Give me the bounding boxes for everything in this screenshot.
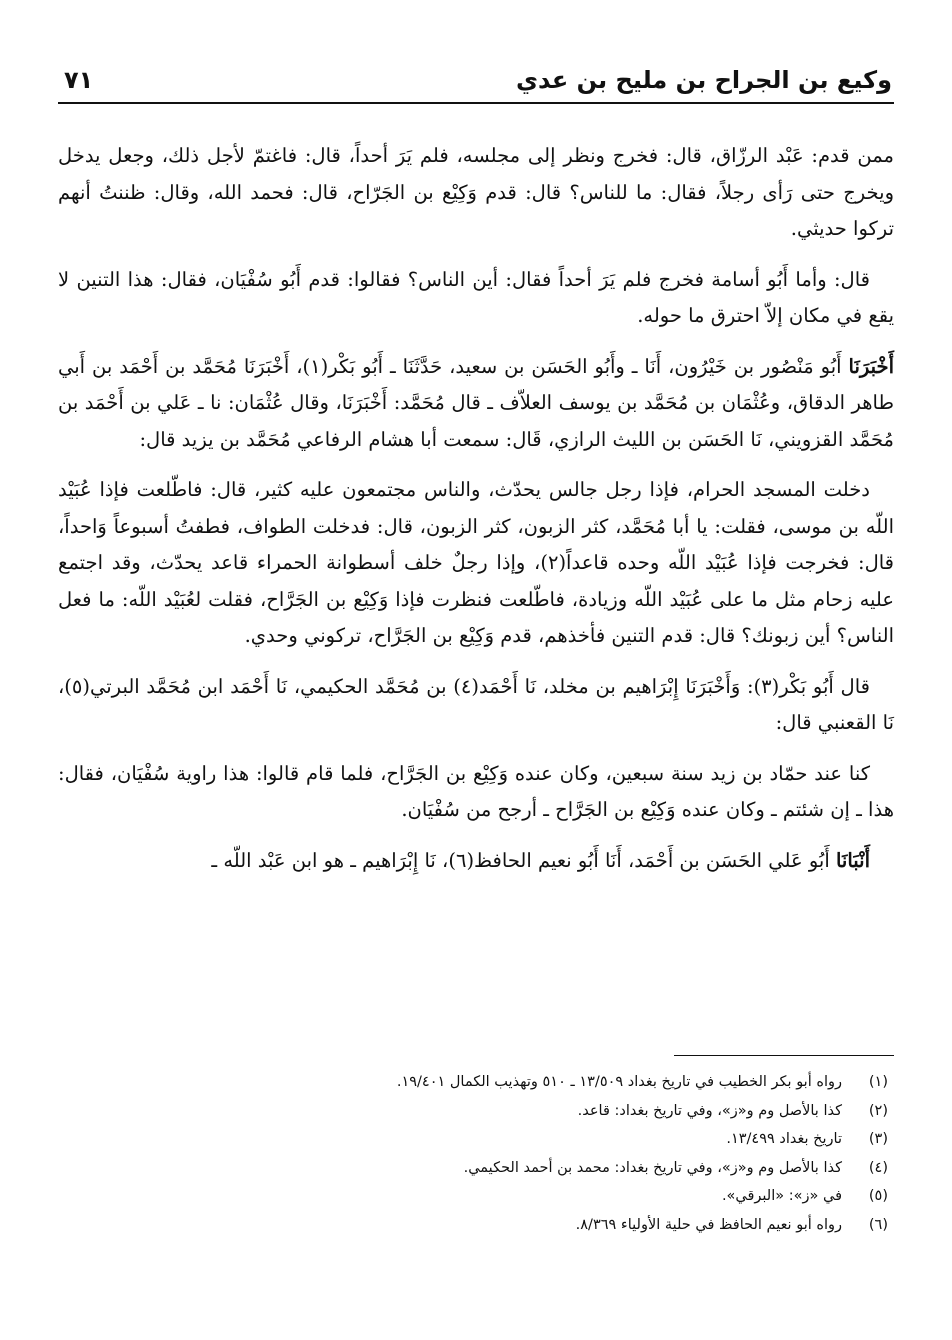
page-number: ٧١ xyxy=(64,66,94,94)
footnote-mark: (٣) xyxy=(868,1131,888,1147)
footnote xyxy=(58,1154,894,1183)
main-text xyxy=(58,138,894,893)
paragraph-5: قال أَبُو بَكْر(٣): وَأَخْبَرَنَا إِبْرَاهيم بن مخلد، نَا أَحْمَد(٤) بن مُحَمَّد الحكيمي، نَا أَحْمَد ابن مُحَمَّد البرتي(٥)، نَا القعنبي قال: xyxy=(58,674,894,734)
isnad-keyword: أَنْبَانَا xyxy=(835,848,870,872)
isnad-keyword: أَخْبَرَنَا xyxy=(848,354,894,378)
footnote xyxy=(58,1097,894,1126)
paragraph-1: ممن قدم: عَبْد الرزّاق، قال: فخرج ونظر إلى مجلسه، فلم يَرَ أحداً، قال: فاغتمّ لأجل ذلك، وجعل يدخل ويخرج حتى رَأى رجلاً، فقال: ما للناس؟ قال: قدم وَكِيْع بن الجَرّاح، قال: فحمد الله، وقال: ظننتُ أنهم تركوا حديثي. xyxy=(58,144,894,240)
paragraph-7-text: أَبُو عَلي الحَسَن بن أَحْمَد، أَنَا أَبُو نعيم الحافظ(٦)، نَا إِبْرَاهيم ـ هو ابن عَبْد اللّه ـ xyxy=(211,848,830,872)
paragraph-6: كنا عند حمّاد بن زيد سنة سبعين، وكان عنده وَكِيْع بن الجَرَّاح، فلما قام قالوا: هذا راوية سُفْيَان، فقال: هذا ـ إن شئتم ـ وكان عنده وَكِيْع بن الجَرَّاح ـ أرجح من سُفْيَان. xyxy=(58,761,894,821)
running-header xyxy=(58,62,894,104)
footnotes xyxy=(58,1068,894,1239)
footnote xyxy=(58,1182,894,1211)
footnote xyxy=(58,1211,894,1240)
footnote-mark: (٦) xyxy=(868,1216,888,1233)
paragraph-2: قال: وأما أَبُو أسامة فخرج فلم يَرَ أحداً فقال: أين الناس؟ فقالوا: قدم أَبُو سُفْيَان، فقال: هذا التنين لا يقع في مكان إلاّ احترق ما حوله. xyxy=(58,267,894,327)
footnote-divider xyxy=(674,1055,894,1056)
footnote-text: تاريخ بغداد ١٣/٤٩٩. xyxy=(726,1131,842,1147)
footnote xyxy=(58,1125,894,1154)
paragraph-3 xyxy=(58,349,894,459)
running-title: وكيع بن الجراح بن مليح بن عدي xyxy=(515,66,892,94)
footnote-mark: (١) xyxy=(868,1074,888,1090)
footnote-text: كذا بالأصل وم و«ز»، وفي تاريخ بغداد: محمد بن أحمد الحكيمي. xyxy=(463,1159,842,1176)
footnote-text: كذا بالأصل وم و«ز»، وفي تاريخ بغداد: قاعد. xyxy=(577,1102,842,1119)
footnote-mark: (٥) xyxy=(868,1188,888,1204)
footnote xyxy=(58,1068,894,1097)
footnote-mark: (٤) xyxy=(868,1159,888,1176)
footnote-text: في «ز»: «البرقي». xyxy=(721,1188,842,1204)
paragraph-7 xyxy=(58,843,894,880)
paragraph-3-text: أَبُو مَنْصُور بن خَيْرُون، أَنَا ـ وأَبُو الحَسَن بن سعيد، حَدَّثَنَا ـ أَبُو بَكْر(١)، أَخْبَرَنَا مُحَمَّد بن أَحْمَد بن أَبي طاهر الدقاق، وعُثْمَان بن مُحَمَّد بن يوسف العلاّف ـ قال مُحَمَّد: أَخْبَرَنَا، وقال عُثْمَان: نا ـ عَلي بن أَحْمَد بن مُحَمَّد القزويني، نَا الحَسَن بن الليث الرازي، قَال: سمعت أبا هشام الرفاعي مُحَمَّد بن يزيد قال: xyxy=(58,354,894,451)
footnote-text: رواه أبو بكر الخطيب في تاريخ بغداد ١٣/٥٠٩ ـ ٥١٠ وتهذيب الكمال ١٩/٤٠١. xyxy=(396,1074,842,1090)
paragraph-4: دخلت المسجد الحرام، فإذا رجل جالس يحدّث، والناس مجتمعون عليه كثير، قال: فاطّلعت فإذا عُبَيْد اللّه بن موسى، فقلت: يا أبا مُحَمَّد، كثر الزبون، كثر الزبون، قال: فدخلت الطواف، فطفتُ أسبوعاً وَاحداً، قال: فخرجت فإذا عُبَيْد اللّه وحده قاعداً(٢)، وإذا رجلٌ خلف أسطوانة الحمراء قاعد يحدّث، وقد اجتمع عليه زحام مثل ما على عُبَيْد اللّه وزيادة، فاطّلعت فنظرت فإذا وَكِيْع بن الجَرَّاح، فقلت لعُبَيْد اللّه: ما فعل الناس؟ أين زبونك؟ قال: قدم التنين فأخذهم، قدم وَكِيْع بن الجَرَّاح، تركوني وحدي. xyxy=(58,478,894,647)
footnote-mark: (٢) xyxy=(868,1102,888,1119)
footnote-text: رواه أبو نعيم الحافظ في حلية الأولياء ٨/٣٦٩. xyxy=(575,1216,842,1233)
